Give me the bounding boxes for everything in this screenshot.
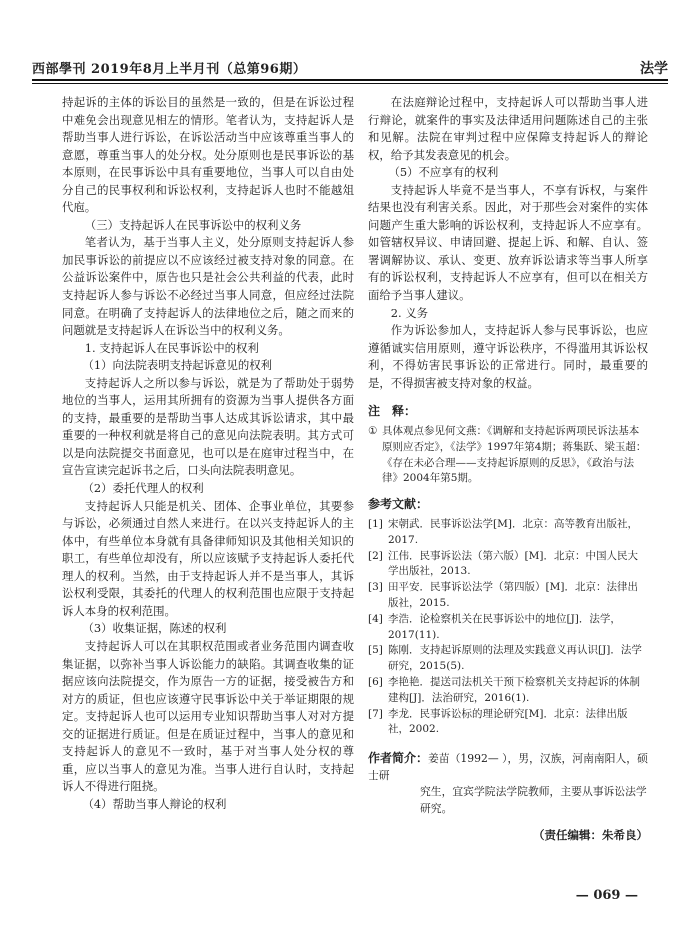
author-first-line: 姜苗（1992— ），男，汉族，河南南阳人，硕士研 [368, 752, 648, 782]
left_col-paragraph: 支持起诉人只能是机关、团体、企事业单位，其要参与诉讼，必须通过自然人来进行。在以兴支持起诉人的主体中，有些单位本身就有具备律师知识及其他相关知识的职工，有些单位却没有，所以应该赋予支持起诉人委托代理人的权利。当然，由于支持起诉人并不是当事人，其诉讼权利受限，其委托的代理人的权利范围也应限于支持起诉人本身的权利范围。 [62, 498, 354, 618]
notes-section [368, 404, 648, 487]
left_col-paragraph: 持起诉的主体的诉讼目的虽然是一致的，但是在诉讼过程中难免会出现意见相左的情形。笔者认为，支持起诉人是帮助当事人进行诉讼，在诉讼活动当中应该尊重当事人的意愿，尊重当事人的处分权。处分原则也是民事诉讼的基本原则，在民事诉讼中具有重要地位，当事人可以自由处分自己的民事权利和诉讼权利，支持起诉人也时不能越俎代庖。 [62, 95, 354, 215]
reference-number: [6] [368, 676, 383, 689]
header-rule-thin [32, 83, 668, 84]
reference-number: [4] [368, 612, 383, 625]
right-column [368, 94, 648, 845]
reference-item [368, 643, 648, 675]
left_col-paragraph: 1. 支持起诉人在民事诉讼中的权利 [84, 340, 259, 355]
reference-item [368, 549, 648, 581]
reference-item [368, 517, 648, 549]
journal-title: 西部學刊 2019年8月上半月刊（总第96期） [32, 62, 307, 77]
right_col-paragraph: 在法庭辩论过程中，支持起诉人可以帮助当事人进行辩论，就案件的事实及法律适用问题陈述自己的主张和见解。法院在审判过程中应保障支持起诉人的辩论权，给予其发表意见的机会。 [368, 95, 648, 162]
left_col-paragraph: （3）收集证据，陈述的权利 [82, 621, 227, 636]
reference-text: 宋朝武．民事诉讼法学[M]．北京：高等教育出版社，2017. [388, 518, 638, 546]
right_col-paragraph: 2. 义务 [390, 305, 429, 320]
reference-item [368, 675, 648, 707]
author-label: 作者简介： [368, 751, 429, 766]
left_col-paragraph: （4）帮助当事人辩论的权利 [82, 796, 227, 811]
reference-text: 李龙．民事诉讼标的理论研究[M]．北京：法律出版社，2002. [388, 707, 628, 736]
note-item [368, 424, 648, 487]
responsible-editor: （责任编辑：朱希良） [533, 828, 648, 843]
right_col-paragraph: 支持起诉人毕竟不是当事人，不享有诉权，与案件结果也没有利害关系。因此，对于那些会对案件的实体问题产生重大影响的诉讼权利，支持起诉人不应享有。如管辖权异议、申请回避、提起上诉、和解、自认、签署调解协议、承认、变更、放弃诉讼请求等当事人所享有的诉讼权利，支持起诉人不应享有，但可以在相关方面给予当事人建议。 [368, 182, 648, 303]
notes-title: 注 释： [368, 404, 417, 419]
left_col-paragraph: 支持起诉人之所以参与诉讼，就是为了帮助处于弱势地位的当事人，运用其所拥有的资源为当事人提供各方面的支持，最重要的是帮助当事人达成其诉讼请求，其中最重要的一种权利就是将自己的意见向法院表明。其方式可以是向法院提交书面意见，也可以是在庭审过程当中，在宣告宣读完起诉书之后，口头向法院表明意见。 [62, 375, 354, 478]
reference-text: 陈刚．支持起诉原则的法理及实践意义再认识[J]．法学研究，2015(5). [388, 644, 642, 673]
notes-list [368, 424, 648, 487]
note-text: 具体观点参见何文燕：《调解和支持起诉两项民诉法基本原则应否定》，《法学》1997年第4期；蒋集跃、梁玉超：《存在未必合理——支持起诉原则的反思》，《政治与法律》2004年第5期。 [382, 425, 647, 485]
reference-item [368, 580, 648, 612]
reference-number: [2] [368, 549, 383, 562]
reference-item [368, 612, 648, 644]
reference-number: [3] [368, 581, 383, 594]
running-header [32, 56, 668, 78]
author-bio-continued: 究生，宜宾学院法学院教师，主要从事诉讼法学研究。 [420, 785, 647, 815]
right_col-paragraph: （5）不应享有的权利 [388, 165, 499, 180]
reference-number: [1] [368, 518, 383, 531]
left_col-paragraph: （三）支持起诉人在民事诉讼中的权利义务 [84, 217, 302, 232]
left-column [62, 94, 354, 813]
reference-text: 李浩．论检察机关在民事诉讼中的地位[J]．法学，2017(11). [388, 612, 621, 641]
reference-text: 田平安．民事诉讼法学（第四版）[M]．北京：法律出版社，2015. [388, 581, 638, 610]
note-marker: ① [368, 425, 378, 438]
reference-number: [5] [368, 644, 383, 657]
left_col-paragraph: （2）委托代理人的权利 [82, 481, 204, 496]
reference-text: 江伟．民事诉讼法（第六版）[M]．北京：中国人民大学出版社，2013. [388, 549, 638, 578]
left_col-paragraph: 笔者认为，基于当事人主义，处分原则支持起诉人参加民事诉讼的前提应以不应该经过被支持对象的同意。在公益诉讼案件中，原告也只是社会公共利益的代表，此时支持起诉人参与诉讼不必经过当事人同意，但应经过法院同意。在明确了支持起诉人的法律地位之后，随之而来的问题就是支持起诉人在诉讼当中的权利义务。 [62, 235, 354, 338]
reference-number: [7] [368, 707, 383, 720]
references-section [368, 497, 648, 738]
right-column-body [368, 94, 648, 392]
page-number: — 069 — [575, 888, 638, 903]
left_col-paragraph: （1）向法院表明支持起诉意见的权利 [82, 358, 273, 373]
references-title: 参考文献： [368, 497, 429, 512]
left_col-paragraph: 支持起诉人可以在其职权范围或者业务范围内调查收集证据，以弥补当事人诉讼能力的缺陷。其调查收集的证据应该向法院提交，作为原告一方的证据，接受被告方和对方的质证，但也应该遵守民事诉讼中关于举证期限的规定。支持起诉人也可以运用专业知识帮助当事人对对方提交的证据进行质证。但是在质证过程中，当事人的意见和支持起诉人的意见不一致时，基于对当事人处分权的尊重，应以当事人的意见为准。当事人进行自认时，支持起诉人不得进行阻挠。 [62, 638, 354, 794]
reference-item [368, 707, 648, 739]
references-list [368, 517, 648, 738]
header-rule [32, 79, 668, 81]
right_col-paragraph: 作为诉讼参加人，支持起诉人参与民事诉讼，也应遵循诚实信用原则，遵守诉讼秩序，不得滥用其诉讼权利，不得妨害民事诉讼的正常进行。同时，最重要的是，不得损害被支持对象的权益。 [368, 323, 648, 390]
section-title: 法学 [640, 61, 668, 77]
reference-text: 李艳艳．提送司法机关干预下检察机关支持起诉的体制建构[J]．法治研究，2016(1). [388, 676, 640, 704]
author-bio [368, 750, 648, 817]
